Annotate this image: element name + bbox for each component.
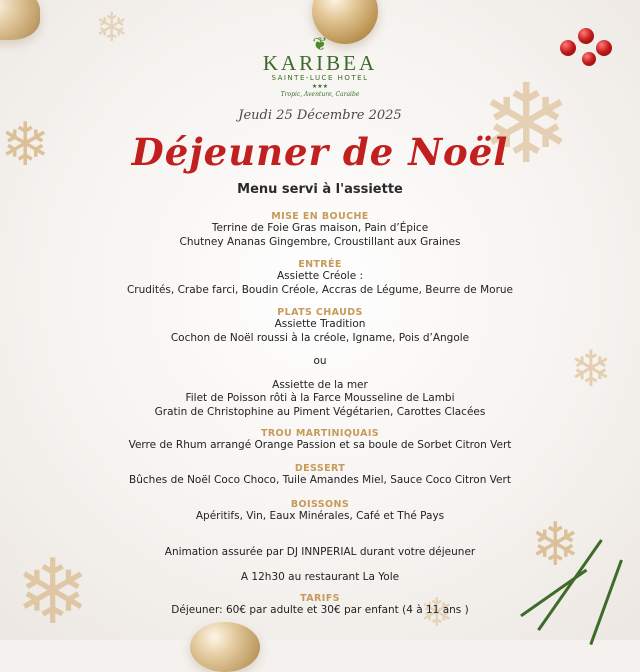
menu-line: Apéritifs, Vin, Eaux Minérales, Café et Thé Pays (195, 510, 445, 522)
section-mise-en-bouche (0, 211, 640, 249)
snowflake-icon: ❄ (420, 590, 454, 636)
section-heading: MISE EN BOUCHE (271, 211, 369, 222)
logo-name: KARIBEA (262, 51, 378, 75)
menu-line: Cochon de Noël roussi à la créole, Igname, Pois d’Angole (170, 331, 470, 344)
menu-or: ou (313, 355, 327, 367)
event-date: Jeudi 25 Décembre 2025 (238, 108, 402, 123)
menu-line: Assiette Créole : (276, 270, 364, 282)
menu-line: Chutney Ananas Gingembre, Croustillant aux Graines (179, 235, 461, 248)
palm-leaf-icon: ❦ (312, 34, 328, 55)
logo-tagline: Tropic, Aventure, Caraibe (280, 91, 360, 98)
snowflake-icon: ❄ (570, 340, 612, 398)
section-entree (0, 259, 640, 297)
animation-note: Animation assurée par DJ INNPERIAL durant votre déjeuner (164, 546, 476, 558)
menu-line: Assiette Tradition (274, 318, 366, 330)
section-heading: TARIFS (300, 593, 340, 604)
snowflake-icon: ❄ (0, 110, 51, 180)
section-heading: BOISSONS (290, 499, 350, 510)
menu-line: Crudités, Crabe farci, Boudin Créole, Accras de Légume, Beurre de Morue (126, 283, 514, 296)
section-dessert (0, 463, 640, 488)
menu-line: Verre de Rhum arrangé Orange Passion et sa boule de Sorbet Citron Vert (128, 439, 512, 451)
ornament-ball (190, 622, 260, 672)
section-heading: DESSERT (294, 463, 346, 474)
menu-line: Assiette de la mer (272, 378, 368, 391)
logo-stars: ★★★ (311, 83, 329, 90)
page-title: Déjeuner de Noël (131, 130, 509, 174)
time-place: A 12h30 au restaurant La Yole (240, 571, 400, 583)
section-heading: ENTRÉE (298, 259, 342, 270)
snowflake-icon: ❄ (15, 540, 91, 645)
section-tarifs (0, 593, 640, 618)
logo-subname: SAINTE-LUCE HOTEL (271, 74, 369, 82)
hotel-logo (0, 34, 640, 99)
section-boissons (0, 499, 640, 524)
menu-subtitle: Menu servi à l'assiette (237, 182, 403, 197)
snowflake-icon: ❄ (480, 60, 573, 188)
section-heading: PLATS CHAUDS (277, 307, 363, 318)
snowflake-icon: ❄ (95, 5, 129, 51)
snowflake-icon: ❄ (530, 510, 581, 580)
section-plats-chauds (0, 307, 640, 419)
menu-line: Filet de Poisson rôti à la Farce Mousseline de Lambi (185, 392, 455, 404)
menu-line: Terrine de Foie Gras maison, Pain d’Épice (211, 222, 429, 234)
menu-line: Bûches de Noël Coco Choco, Tuile Amandes Miel, Sauce Coco Citron Vert (129, 474, 511, 486)
section-heading: TROU MARTINIQUAIS (260, 428, 380, 439)
menu-line: Gratin de Christophine au Piment Végétarien, Carottes Clacées (154, 405, 486, 418)
tarifs-line: Déjeuner: 60€ par adulte et 30€ par enfant (4 à 11 ans ) (171, 604, 469, 616)
section-trou-martiniquais (0, 428, 640, 453)
